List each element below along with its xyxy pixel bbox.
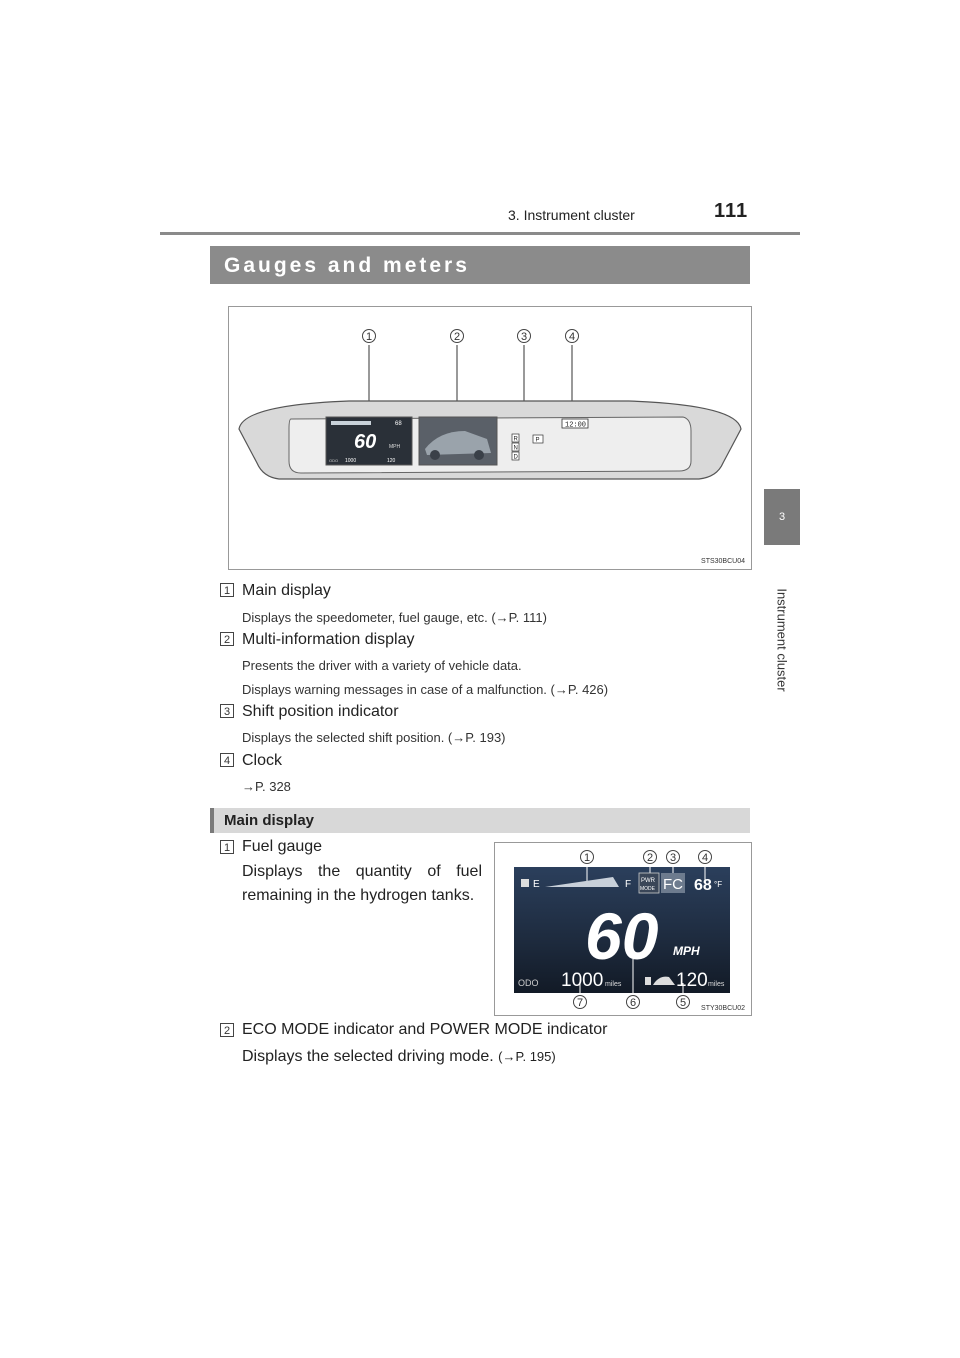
item-2-desc-2: Displays warning messages in case of a malfunction. (→P. 426)	[242, 682, 609, 697]
main-item-2-desc: Displays the selected driving mode.	[242, 1048, 494, 1065]
fig2-callout-6: 6	[626, 995, 640, 1009]
fig1-callout-3: 3	[517, 329, 531, 343]
fig1-gear-r: R	[513, 436, 518, 443]
main-item-1-number: 1	[220, 840, 234, 854]
figure-main-display	[494, 842, 752, 1016]
item-1-desc: Displays the speedometer, fuel gauge, etc. (→P. 111)	[242, 610, 547, 625]
item-4-desc: →P. 328	[242, 779, 291, 794]
section-title-bar	[210, 246, 750, 284]
fig2-pwr: PWR	[641, 878, 655, 884]
fig1-callout-4: 4	[565, 329, 579, 343]
figure1-code: STS30BCU04	[701, 558, 745, 565]
fig1-park: P	[535, 437, 540, 444]
fig2-odo-unit: miles	[605, 981, 622, 988]
item-2-desc-1: Presents the driver with a variety of vehicle data.	[242, 658, 522, 673]
chapter-tab-label-text: Instrument cluster	[774, 588, 790, 692]
item-4-number: 4	[220, 753, 234, 767]
fig2-odo: 1000	[561, 970, 604, 991]
chapter-tab-number: 3	[764, 489, 800, 545]
fig1-odo: 1000	[345, 458, 357, 464]
running-header-section: 3. Instrument cluster	[508, 207, 635, 223]
item-2-title: Multi-information display	[242, 631, 415, 648]
item-3-desc: Displays the selected shift position. (→P. 193)	[242, 730, 506, 745]
fig1-temp: 68	[395, 421, 402, 427]
fig2-range-unit: miles	[708, 981, 725, 988]
fig2-e: E	[533, 879, 540, 890]
fig2-callout-2: 2	[643, 850, 657, 864]
item-2-number: 2	[220, 632, 234, 646]
fig1-gear-d: D	[513, 454, 518, 461]
fig2-f: F	[625, 879, 632, 890]
fig2-speed: 60	[585, 899, 659, 973]
header-rule	[160, 232, 800, 235]
fig2-temp: 68	[694, 877, 712, 894]
section-title: Gauges and meters	[224, 254, 470, 277]
fig2-mode: MODE	[640, 886, 655, 892]
subsection-title-bar	[210, 808, 750, 833]
fig2-callout-1: 1	[580, 850, 594, 864]
figure-dashboard	[228, 306, 752, 570]
fig2-callout-4: 4	[698, 850, 712, 864]
fig1-clock: 12:00	[565, 421, 587, 430]
main-item-2-number: 2	[220, 1023, 234, 1037]
fig2-callout-7: 7	[573, 995, 587, 1009]
main-item-2-title: ECO MODE indicator and POWER MODE indicator	[242, 1021, 608, 1038]
item-1-title: Main display	[242, 582, 331, 599]
main-item-1-desc: Displays the quantity of fuel remaining in the hydrogen tanks.	[242, 863, 482, 904]
fig1-range: 120	[387, 458, 396, 464]
fig1-odo-label: ODO	[329, 458, 339, 463]
item-3-number: 3	[220, 704, 234, 718]
dashboard-illustration	[229, 307, 751, 569]
main-item-1-title: Fuel gauge	[242, 838, 323, 855]
chapter-tab-label	[754, 540, 810, 740]
fig1-callout-2: 2	[450, 329, 464, 343]
main-item-2-ref: (→P. 195)	[498, 1049, 556, 1064]
main-item-2-desc-line	[242, 1045, 556, 1069]
fig2-callout-3: 3	[666, 850, 680, 864]
fig1-unit: MPH	[389, 444, 401, 450]
item-1-number: 1	[220, 583, 234, 597]
fig2-fc: FC	[663, 876, 683, 893]
figure2-code: STY30BCU02	[701, 1005, 745, 1012]
main-display-illustration	[495, 843, 751, 1015]
item-4-title: Clock	[242, 752, 283, 769]
fig1-callout-1: 1	[362, 329, 376, 343]
fig2-range: 120	[676, 970, 708, 991]
fig2-callout-5: 5	[676, 995, 690, 1009]
fig1-gear-n: N	[513, 445, 518, 452]
fig2-odo-label: ODO	[518, 978, 539, 988]
fig1-speed: 60	[354, 431, 377, 453]
item-3-title: Shift position indicator	[242, 703, 399, 720]
fig2-unit: MPH	[673, 944, 700, 958]
fig2-temp-unit: °F	[714, 880, 723, 889]
page-number: 111	[714, 200, 749, 222]
subsection-title: Main display	[224, 812, 315, 829]
